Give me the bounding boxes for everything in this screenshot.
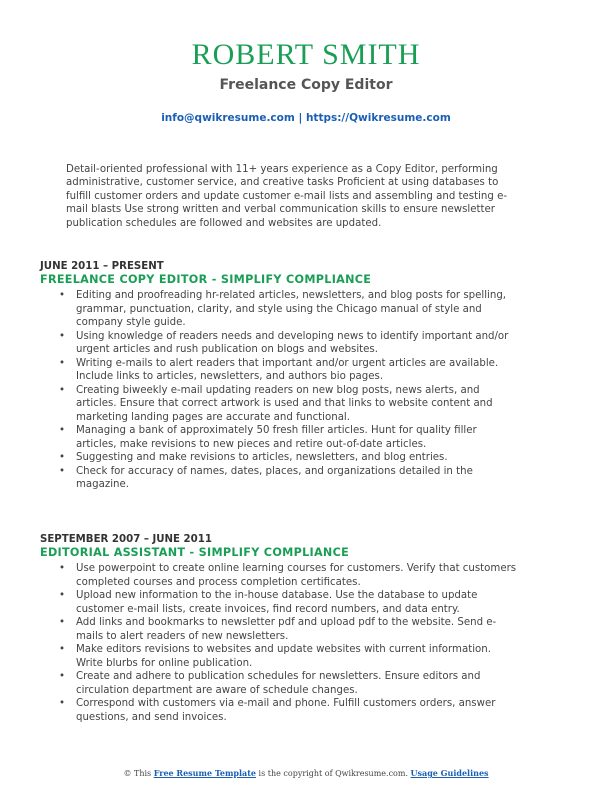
resume-header: [0, 38, 612, 125]
bullet-item: • Add links and bookmarks to newsletter pdf and upload pdf to the website. Send e-mails to alert readers of new newsletters.: [40, 616, 520, 643]
bullet-item: • Check for accuracy of names, dates, places, and organizations detailed in the magazine.: [40, 465, 520, 492]
job-entry-2: [40, 533, 520, 724]
bullet-item: • Upload new information to the in-house database. Use the database to update customer e-mail lists, create invoices, find record numbers, and data entry.: [40, 589, 520, 616]
footer-prefix: © This: [123, 769, 154, 778]
job-dates: JUNE 2011 – PRESENT: [40, 261, 164, 272]
bullet-item: • Make editors revisions to websites and update websites with current information. Write blurbs for online publication.: [40, 643, 520, 670]
bullet-item: • Create and adhere to publication schedules for newsletters. Ensure editors and circulation department are aware of schedule changes.: [40, 670, 520, 697]
free-resume-template-link[interactable]: Free Resume Template: [153, 768, 257, 778]
bullet-item: • Creating biweekly e-mail updating readers on new blog posts, news alerts, and articles. Ensure that correct artwork is used and that links to website content and marketing landing pages are accurate and functional.: [40, 384, 520, 425]
bullet-item: • Using knowledge of readers needs and developing news to identify important and/or urgent articles and rush publication on blogs and websites.: [40, 330, 520, 357]
summary-paragraph: Detail-oriented professional with 11+ years experience as a Copy Editor, performing administrative, customer service, and creative tasks Proficient at using databases to fulfill customer orders and update customer e-mail lists and assembling and testing e-mail blasts Use strong written and verbal communication skills to ensure newsletter publication schedules are followed and websites are updated.: [66, 164, 508, 229]
job-bullets: [40, 562, 520, 724]
job-title: FREELANCE COPY EDITOR - SIMPLIFY COMPLIANCE: [40, 273, 372, 286]
job-dates: SEPTEMBER 2007 – JUNE 2011: [40, 534, 212, 545]
usage-guidelines-link[interactable]: Usage Guidelines: [410, 768, 489, 778]
contact-line[interactable]: info@qwikresume.com | https://Qwikresume.com: [161, 112, 451, 124]
job-entry-1: [40, 260, 520, 492]
bullet-item: • Use powerpoint to create online learning courses for customers. Verify that customers completed courses and process completion certificates.: [40, 562, 520, 589]
bullet-item: • Editing and proofreading hr-related articles, newsletters, and blog posts for spelling, grammar, punctuation, clarity, and style using the Chicago manual of style and company style guide.: [40, 289, 520, 330]
job-title: EDITORIAL ASSISTANT - SIMPLIFY COMPLIANCE: [40, 546, 350, 559]
bullet-item: • Writing e-mails to alert readers that important and/or urgent articles are available. Include links to articles, newsletters, and authors bio pages.: [40, 357, 520, 384]
bullet-item: • Correspond with customers via e-mail and phone. Fulfill customers orders, answer questions, and send invoices.: [40, 697, 520, 724]
bullet-item: • Suggesting and make revisions to articles, newsletters, and blog entries.: [40, 451, 520, 465]
bullet-item: • Managing a bank of approximately 50 fresh filler articles. Hunt for quality filler articles, make revisions to new pieces and retire out-of-date articles.: [40, 424, 520, 451]
candidate-title: Freelance Copy Editor: [219, 77, 393, 93]
job-bullets: [40, 289, 520, 492]
footer-middle: is the copyright of Qwikresume.com.: [256, 769, 411, 778]
footer: [0, 768, 612, 778]
candidate-name: ROBERT SMITH: [191, 38, 421, 71]
